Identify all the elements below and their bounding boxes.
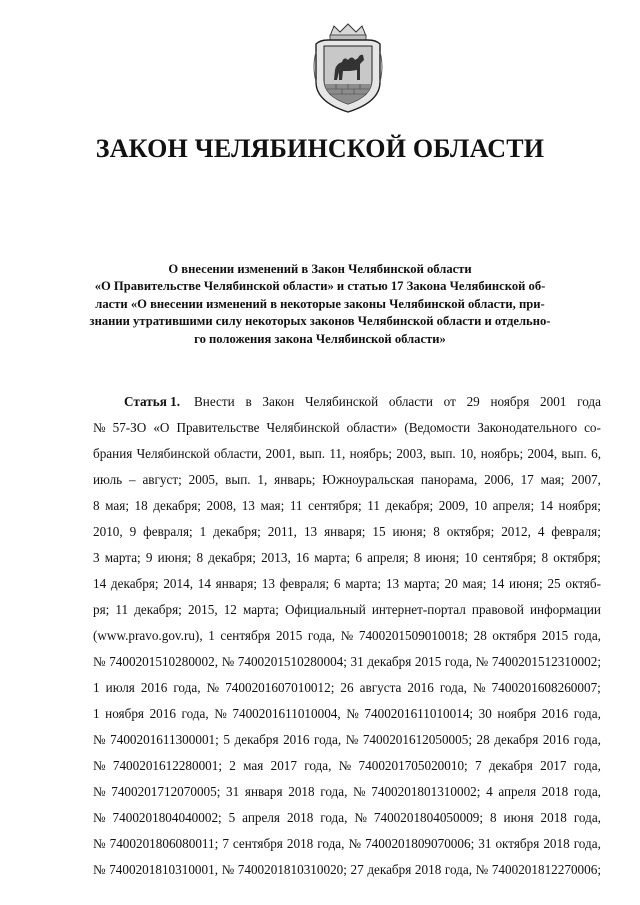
word: вып. — [225, 472, 251, 487]
word: года, — [304, 758, 332, 773]
word: 57-ЗО — [112, 420, 147, 435]
word: ноября — [105, 706, 144, 721]
word: сентября; — [482, 550, 537, 565]
word: области, — [214, 446, 262, 461]
word: года, — [444, 654, 473, 669]
word: № — [353, 784, 366, 799]
word: Челябинской — [136, 446, 210, 461]
word: декабря; — [208, 550, 256, 565]
word: июль — [93, 472, 123, 487]
word: 2009, — [438, 498, 469, 513]
word: 7400201510280004; — [237, 654, 347, 669]
word: июня; — [425, 550, 460, 565]
subtitle-line: «О Правительстве Челябинской области» и статью 17 Закона Челябинской об- — [94, 279, 546, 294]
word: 5 — [228, 810, 236, 825]
body-line — [93, 597, 601, 623]
body-line — [93, 857, 601, 883]
word: года, — [573, 706, 601, 721]
word: ря; — [93, 602, 110, 617]
word: 26 — [340, 680, 354, 695]
word: апреля; — [367, 550, 409, 565]
word: декабря; — [153, 498, 201, 513]
word: 7400201801310002; — [371, 784, 481, 799]
word: мая — [243, 758, 264, 773]
body-line — [93, 831, 601, 857]
word: 2016 — [283, 732, 310, 747]
word: 11 — [367, 498, 380, 513]
word: 7400201607010012; — [225, 680, 335, 695]
word: ноября — [497, 706, 537, 721]
word: 31 — [350, 654, 364, 669]
word: 2018 — [414, 862, 442, 877]
word: 13 — [385, 576, 400, 591]
word: январь; — [274, 472, 316, 487]
word: 10 — [464, 550, 478, 565]
word: декабря; — [385, 498, 434, 513]
word: года, — [439, 680, 467, 695]
word: 2005, — [188, 472, 219, 487]
word: 2018 — [543, 836, 570, 851]
word: № — [221, 654, 235, 669]
word: № — [93, 420, 106, 435]
word: мая; — [540, 472, 565, 487]
word: 7400201806080011; — [109, 836, 219, 851]
word: Внести — [194, 394, 235, 409]
body-line — [93, 571, 601, 597]
word: 27 — [350, 862, 364, 877]
word: № — [346, 706, 359, 721]
word: мая; — [260, 498, 285, 513]
word: (Ведомости — [404, 420, 471, 435]
word: 2015 — [541, 628, 569, 643]
word: декабря; — [110, 576, 159, 591]
word: 7400201611300001; — [110, 732, 219, 747]
word: 16 — [295, 550, 310, 565]
word: «О — [153, 420, 170, 435]
word: декабря — [488, 758, 533, 773]
word: 2014, — [163, 576, 193, 591]
word: года, — [573, 758, 601, 773]
word: 7400201612280001; — [112, 758, 223, 773]
word: 12 — [223, 602, 237, 617]
word: 2018 — [540, 810, 567, 825]
word: 2016 — [542, 732, 570, 747]
word: № — [93, 784, 106, 799]
word: 5 — [223, 732, 230, 747]
body-line — [93, 753, 601, 779]
word: брания — [93, 446, 133, 461]
word: 2006, — [484, 472, 514, 487]
word: 7400201612050005; — [362, 732, 472, 747]
word: 7400201804050009; — [373, 810, 484, 825]
word: со- — [584, 420, 601, 435]
word: года, — [173, 680, 201, 695]
body-line — [93, 415, 601, 441]
word: 9 — [145, 550, 153, 565]
word: вып. — [430, 446, 456, 461]
word: ноября — [490, 394, 530, 409]
word: 1 — [93, 680, 100, 695]
word: № — [93, 836, 106, 851]
word: 4 — [486, 784, 493, 799]
word: 14 — [539, 498, 553, 513]
word: октября — [495, 836, 540, 851]
word: 13 — [241, 498, 255, 513]
word: 6 — [355, 550, 362, 565]
word: января — [244, 784, 283, 799]
word: № — [93, 732, 106, 747]
word: № — [338, 758, 352, 773]
word: 30 — [478, 706, 492, 721]
word: января; — [215, 576, 258, 591]
body-line — [93, 545, 601, 571]
word: № — [354, 810, 367, 825]
word: № — [348, 836, 362, 851]
word: декабря — [367, 862, 412, 877]
word: 7400201512310002; — [491, 654, 601, 669]
word: 7400201712070005; — [111, 784, 221, 799]
word: декабря; — [213, 524, 261, 539]
word: октября; — [553, 550, 601, 565]
word: 2010, — [93, 524, 123, 539]
word: 7 — [222, 836, 229, 851]
word: 2015 — [275, 628, 303, 643]
word: 13 — [261, 576, 275, 591]
body-line — [93, 519, 601, 545]
word: Челябинской — [266, 420, 340, 435]
body-line — [93, 701, 601, 727]
word: 7 — [474, 758, 482, 773]
word: февраля; — [551, 524, 601, 539]
word: 2016 — [407, 680, 434, 695]
word: интернет-портал — [371, 602, 466, 617]
word: 2007, — [571, 472, 601, 487]
word: июня; — [509, 576, 543, 591]
word: Южноуральская — [322, 472, 414, 487]
word: июня; — [157, 550, 192, 565]
word: 7400201804040002; — [112, 810, 222, 825]
subtitle-line: знании утратившими силу некоторых законов Челябинской области и отдельно- — [89, 314, 551, 329]
word: марта; — [314, 550, 351, 565]
word: января; — [324, 524, 366, 539]
word: марта; — [345, 576, 382, 591]
word: Официальный — [285, 602, 366, 617]
body-line — [93, 805, 601, 831]
word: 15 — [372, 524, 386, 539]
word: года, — [307, 628, 336, 643]
body-line — [93, 649, 601, 675]
word: 6 — [333, 576, 341, 591]
word: Законодательного — [477, 420, 578, 435]
word: информации — [530, 602, 601, 617]
word: 1 — [208, 628, 215, 643]
word: 7400201810310001, — [109, 862, 218, 877]
word: 8 — [541, 550, 549, 565]
word: года, — [573, 810, 601, 825]
word: вып. — [561, 446, 587, 461]
word: 11 — [289, 498, 303, 513]
word: года, — [181, 706, 209, 721]
word: в — [245, 394, 252, 409]
word: 2018 — [541, 784, 569, 799]
word: Правительстве — [176, 420, 260, 435]
word: № — [93, 862, 106, 877]
word: 2004, — [527, 446, 558, 461]
word: панорама, — [420, 472, 478, 487]
word: года, — [444, 862, 473, 877]
word: 18 — [134, 498, 148, 513]
word: 7400201608260007; — [491, 680, 601, 695]
word: 2008, — [206, 498, 237, 513]
word: 29 — [466, 394, 480, 409]
word: 10 — [473, 498, 488, 513]
body-line — [93, 727, 601, 753]
word: области — [388, 394, 433, 409]
word: – — [129, 472, 136, 487]
word: август; — [142, 472, 182, 487]
word: 8 — [413, 550, 421, 565]
word: 11, — [329, 446, 346, 461]
word: декабря — [367, 654, 412, 669]
word: № — [221, 862, 235, 877]
word: ноябрь; — [480, 446, 524, 461]
word: 14 — [491, 576, 505, 591]
word: 2001 — [540, 394, 567, 409]
word: 6, — [591, 446, 601, 461]
word: 1 — [93, 706, 100, 721]
word: 2015, — [187, 602, 218, 617]
word: июля — [105, 680, 135, 695]
word: апреля — [242, 810, 281, 825]
word: сентября; — [308, 498, 362, 513]
word: 2017 — [540, 758, 567, 773]
word: октября; — [446, 524, 495, 539]
word: 2016 — [541, 706, 569, 721]
word: 9 — [129, 524, 137, 539]
body-line — [93, 493, 601, 519]
word: от — [443, 394, 456, 409]
word: года, — [320, 810, 348, 825]
word: года, — [573, 784, 601, 799]
word: № — [214, 706, 227, 721]
word: мая; — [105, 498, 129, 513]
word: 7400201509010018; — [358, 628, 469, 643]
word: 2018 — [286, 836, 314, 851]
body-line — [93, 675, 601, 701]
body-line-text — [194, 389, 601, 415]
word: (www.pravo.gov.ru), — [93, 628, 203, 643]
word: № — [340, 628, 354, 643]
word: 7400201809070006; — [365, 836, 475, 851]
word: июня; — [392, 524, 427, 539]
word: 2016 — [140, 680, 168, 695]
word: ноября; — [558, 498, 601, 513]
word: 7400201705020010; — [358, 758, 468, 773]
body-line — [93, 623, 601, 649]
word: 17 — [520, 472, 534, 487]
word: № — [345, 732, 359, 747]
word: Закон — [262, 394, 295, 409]
word: 8 — [93, 498, 100, 513]
word: области» — [346, 420, 398, 435]
word: № — [93, 654, 106, 669]
word: правовой — [471, 602, 524, 617]
word: 7400201611010014; — [364, 706, 474, 721]
word: 8 — [490, 810, 497, 825]
word: 14 — [197, 576, 211, 591]
law-subtitle — [70, 261, 570, 348]
word: 2018 — [286, 810, 314, 825]
word: 2013, — [261, 550, 291, 565]
word: февраля; — [279, 576, 330, 591]
word: декабря; — [134, 602, 182, 617]
word: 31 — [226, 784, 240, 799]
coat-of-arms-icon — [310, 22, 386, 114]
word: 7400201611010004, — [232, 706, 341, 721]
body-line — [93, 389, 601, 415]
word: 7400201510280002, — [109, 654, 218, 669]
word: № — [206, 680, 220, 695]
word: № — [475, 862, 489, 877]
word: 2011, — [267, 524, 297, 539]
word: 2012, — [501, 524, 531, 539]
word: марта; — [403, 576, 440, 591]
word: 13 — [303, 524, 318, 539]
word: ноябрь; — [349, 446, 393, 461]
word: 7400201810310020; — [237, 862, 347, 877]
word: № — [475, 654, 489, 669]
word: 2017 — [270, 758, 297, 773]
word: 10, — [459, 446, 477, 461]
word: октяб- — [565, 576, 601, 591]
word: марта; — [242, 602, 279, 617]
subtitle-line: О внесении изменений в Закон Челябинской области — [168, 262, 472, 276]
word: 8 — [196, 550, 204, 565]
word: года, — [320, 784, 348, 799]
word: 4 — [537, 524, 545, 539]
word: августа — [359, 680, 402, 695]
word: года — [577, 394, 601, 409]
word: года, — [317, 836, 345, 851]
body-line — [93, 467, 601, 493]
word: сентября — [232, 836, 283, 851]
word: 11 — [115, 602, 129, 617]
word: 31 — [478, 836, 492, 851]
word: декабря — [234, 732, 279, 747]
word: вып. — [299, 446, 326, 461]
body-line — [93, 779, 601, 805]
word: года, — [573, 836, 601, 851]
word: 2016 — [149, 706, 176, 721]
word: 2003, — [396, 446, 426, 461]
word: года, — [573, 732, 601, 747]
word: октября — [492, 628, 537, 643]
word: Челябинской — [304, 394, 379, 409]
word: 14 — [93, 576, 107, 591]
word: 7400201812270006; — [491, 862, 601, 877]
word: марта; — [104, 550, 141, 565]
word: 28 — [473, 628, 487, 643]
word: февраля; — [143, 524, 193, 539]
word: № — [93, 810, 106, 825]
word: 25 — [547, 576, 561, 591]
word: 2 — [229, 758, 236, 773]
article-label: Статья 1. — [124, 394, 181, 409]
word: года, — [313, 732, 342, 747]
body-line — [93, 441, 601, 467]
word: 28 — [476, 732, 490, 747]
word: 20 — [444, 576, 458, 591]
subtitle-line: го положения закона Челябинской области» — [194, 331, 446, 346]
word: сентября — [220, 628, 271, 643]
word: июня — [503, 810, 534, 825]
word: № — [473, 680, 486, 695]
article-1-body — [93, 389, 601, 883]
word: апреля — [498, 784, 537, 799]
word: 2015 — [414, 654, 442, 669]
word: 1 — [199, 524, 207, 539]
word: 8 — [433, 524, 440, 539]
subtitle-line: ласти «О внесении изменений в некоторые законы Челябинской области, при- — [95, 296, 545, 311]
word: апреля; — [492, 498, 535, 513]
word: 2018 — [288, 784, 315, 799]
word: 3 — [93, 550, 100, 565]
word: декабря — [494, 732, 539, 747]
word: 1, — [257, 472, 268, 487]
law-title: ЗАКОН ЧЕЛЯБИНСКОЙ ОБЛАСТИ — [95, 134, 545, 163]
word: 2001, — [265, 446, 296, 461]
word: года, — [573, 628, 601, 643]
word: мая; — [462, 576, 487, 591]
word: № — [93, 758, 106, 773]
